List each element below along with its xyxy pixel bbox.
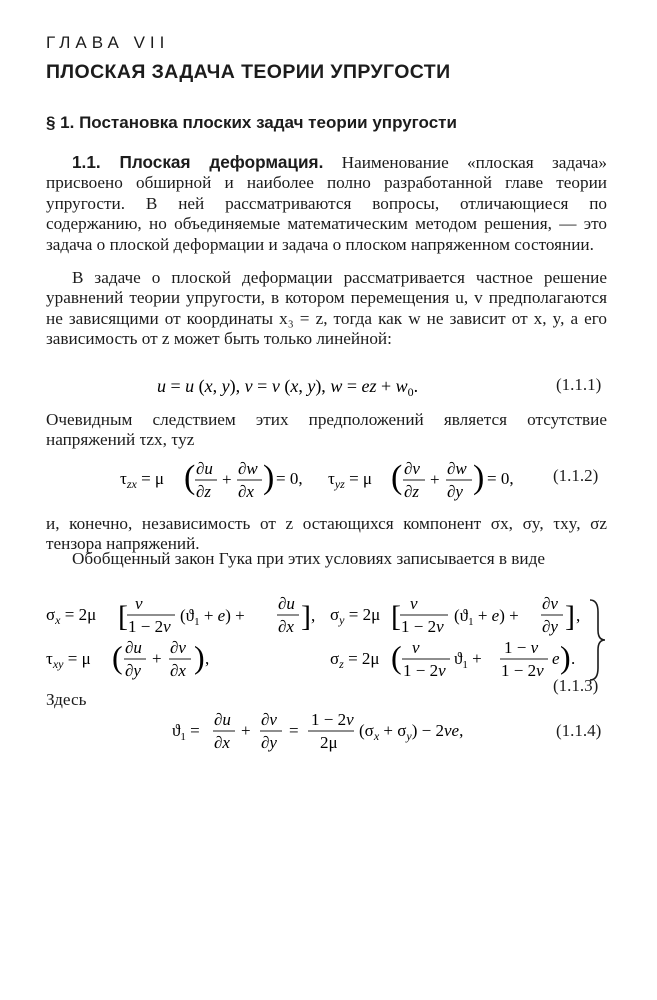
svg-text:+: +	[222, 470, 232, 489]
svg-text:∂u: ∂u	[125, 638, 142, 657]
svg-text:ϑ1 +: $ϑ_1$ +	[454, 649, 482, 671]
svg-text:(: (	[112, 639, 123, 675]
svg-text:∂z: ∂z	[404, 482, 420, 501]
svg-text:τxy = μ: $\tau_{xy} = \mu$	[46, 649, 91, 671]
svg-text:,: ,	[311, 606, 316, 625]
svg-text:ν: ν	[135, 594, 143, 613]
svg-text:∂y: ∂y	[125, 661, 141, 680]
svg-text:= 0,: = 0,	[276, 469, 303, 488]
svg-text:∂v: ∂v	[404, 459, 420, 478]
svg-text:): )	[263, 459, 275, 496]
svg-text:u = u (x, y), v = v (x, y),: u = u (x, y), v = v (x, y), w = ez + $w_0$.	[157, 376, 419, 399]
svg-text:+: +	[241, 721, 251, 740]
svg-text:2μ: 2μ	[320, 733, 338, 752]
svg-text:∂z: ∂z	[196, 482, 212, 501]
svg-text:+: +	[152, 649, 162, 668]
paragraph-5: Обобщенный закон Гука при этих условиях записывается в виде	[72, 549, 545, 568]
svg-text:): )	[560, 639, 571, 675]
svg-text:τyz = μ: $\tau_{yz} = \mu$	[328, 469, 373, 491]
svg-text:∂w: ∂w	[447, 459, 467, 478]
chapter-title: ПЛОСКАЯ ЗАДАЧА ТЕОРИИ УПРУГОСТИ	[46, 61, 451, 83]
svg-text:∂v: ∂v	[261, 710, 277, 729]
equation-1-1-3-formula	[0, 592, 610, 692]
equation-1-1-1	[0, 370, 657, 402]
svg-text:): )	[473, 459, 485, 496]
svg-text:∂v: ∂v	[542, 594, 558, 613]
paragraph-4: и, конечно, независимость от z остающихся компонент σx, σy, τxy, σz тензора напряжений.	[46, 514, 607, 554]
paragraph-1-text: Наименование «плоская задача» присвоено обширной и наиболее полно разработанной главе теории упругости. В ней рассматриваются вопросы, отличающиеся по содержанию, но объединяемые математическим методом решения, — это задача о плоской деформации и задача о плоском напряженном состоянии.	[46, 153, 607, 254]
svg-text:τzx = μ: $\tau_{zx} = \mu$	[120, 469, 165, 491]
svg-text:∂x: ∂x	[278, 617, 294, 636]
svg-text:∂x: ∂x	[238, 482, 254, 501]
equation-1-1-2	[0, 455, 657, 503]
equation-number-1-1-1: (1.1.1)	[556, 375, 602, 394]
svg-text:ν: ν	[412, 638, 420, 657]
svg-text:∂u: ∂u	[196, 459, 213, 478]
svg-text:): )	[194, 639, 205, 675]
svg-text:σz = 2μ: $\sigma_z = 2\mu$	[330, 649, 380, 671]
equation-1-1-1-formula	[0, 370, 560, 402]
svg-text:1 − 2ν: 1 − 2ν	[128, 617, 171, 636]
svg-text:]: ]	[565, 600, 575, 633]
svg-text:,: ,	[205, 649, 210, 668]
svg-text:(: (	[391, 459, 403, 496]
svg-text:∂x: ∂x	[170, 661, 186, 680]
zdes-label: Здесь	[46, 690, 87, 709]
chapter-label: ГЛАВА VII	[46, 33, 170, 52]
svg-text:1 − 2ν: 1 − 2ν	[401, 617, 444, 636]
svg-text:[: [	[391, 600, 401, 633]
paragraph-2: В задаче о плоской деформации рассматривается частное решение уравнений теории упругости, в котором перемещения u, v предполагаются не зависящими от координаты x₃ = z, тогда как w не зависит от x, y, а его зависимость от z может быть только линейной:	[46, 268, 607, 349]
svg-text:1 − 2ν: 1 − 2ν	[501, 661, 544, 680]
svg-text:1 − 2ν: 1 − 2ν	[311, 710, 354, 729]
svg-text:∂w: ∂w	[238, 459, 258, 478]
svg-text:[: [	[118, 600, 128, 633]
equation-number-1-1-2: (1.1.2)	[553, 466, 599, 485]
svg-text:σx = 2μ: $\sigma_x = 2\mu$	[46, 605, 97, 627]
equation-1-1-4-formula	[0, 708, 560, 756]
svg-text:∂x: ∂x	[214, 733, 230, 752]
svg-text:= 0,: = 0,	[487, 469, 514, 488]
svg-text:]: ]	[301, 600, 311, 633]
svg-text:∂u: ∂u	[278, 594, 295, 613]
svg-text:(ϑ1 + e) +: $(ϑ_1 + e)$ +	[454, 606, 519, 628]
svg-text:1 − 2ν: 1 − 2ν	[403, 661, 446, 680]
svg-text:∂u: ∂u	[214, 710, 231, 729]
section-title: § 1. Постановка плоских задач теории упругости	[46, 113, 457, 132]
svg-text:1 − ν: 1 − ν	[504, 638, 539, 657]
svg-text:∂y: ∂y	[542, 617, 558, 636]
svg-text:∂v: ∂v	[170, 638, 186, 657]
equation-number-1-1-3: (1.1.3)	[553, 676, 599, 695]
equation-1-1-2-formula	[0, 455, 560, 503]
svg-text:∂y: ∂y	[261, 733, 277, 752]
paragraph-3: Очевидным следствием этих предположений является отсутствие напряжений τzx, τyz	[46, 410, 607, 450]
svg-text:e: e	[552, 649, 560, 668]
svg-text:+: +	[430, 470, 440, 489]
svg-text:(: (	[391, 639, 402, 675]
svg-text:ϑ1 =: $ϑ_1$ =	[172, 721, 200, 743]
svg-text:=: =	[289, 721, 299, 740]
subsection-lead: 1.1. Плоская деформация.	[72, 152, 324, 172]
equation-1-1-4	[0, 708, 657, 756]
svg-text:ν: ν	[410, 594, 418, 613]
svg-text:(σx + σy) − 2νe,: $(\sigma_x + \sigma_y) - 2\nu e$,	[359, 721, 464, 743]
svg-text:∂y: ∂y	[447, 482, 463, 501]
paragraph-1	[46, 152, 607, 255]
svg-text:(ϑ1 + e) +: $(ϑ_1 + e)$ +	[180, 606, 245, 628]
svg-text:(: (	[184, 459, 196, 496]
equation-1-1-3	[0, 592, 657, 695]
equation-number-1-1-4: (1.1.4)	[556, 721, 602, 740]
svg-text:.: .	[571, 649, 576, 668]
svg-text:σy = 2μ: $\sigma_y = 2\mu$	[330, 605, 381, 627]
svg-text:,: ,	[576, 606, 581, 625]
